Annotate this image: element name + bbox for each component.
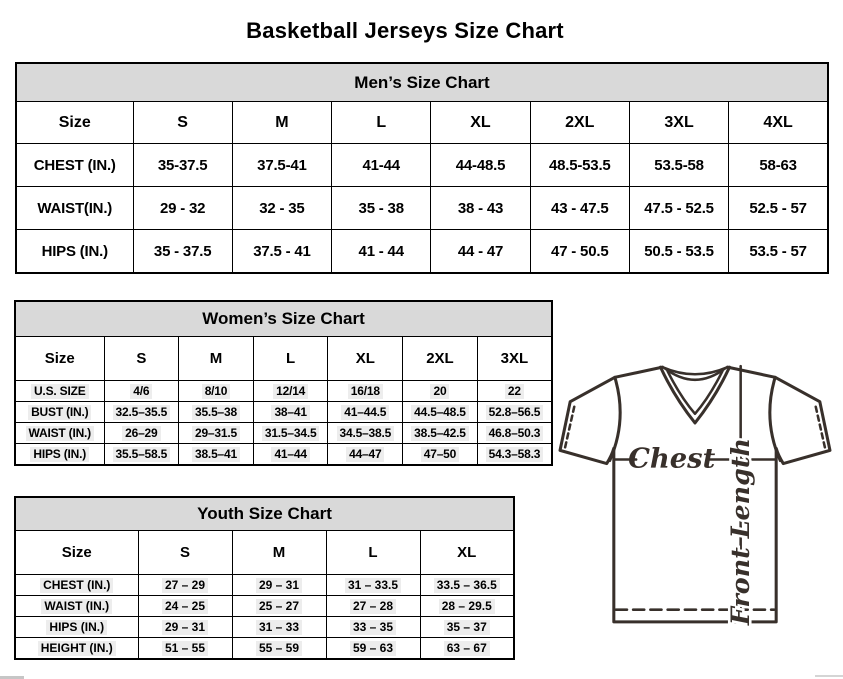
row-label-text: U.S. SIZE [31,384,89,399]
table-cell-text: 25 – 27 [256,599,302,614]
row-label [15,381,104,402]
column-header: 2XL [530,102,629,144]
womens-chart-title: Women’s Size Chart [15,301,552,337]
table-cell [729,144,828,187]
row-label [15,596,138,617]
table-cell [326,575,420,596]
table-cell-text: 35 – 37 [444,620,490,635]
table-cell [138,596,232,617]
row-label-text: CHEST (IN.) [33,156,116,174]
table-row [15,423,552,444]
table-cell [328,423,403,444]
table-cell [420,575,514,596]
table-cell-text: 50.5 - 53.5 [644,242,714,260]
table-cell [179,444,254,466]
table-cell-text: 52.5 - 57 [749,199,807,217]
table-cell-text: 24 – 25 [162,599,208,614]
table-row [15,402,552,423]
table-cell [138,638,232,660]
table-row [15,575,514,596]
table-cell-text: 44–47 [346,447,384,462]
table-row [16,144,828,187]
table-cell [431,144,530,187]
table-cell [133,187,232,230]
table-cell [629,187,728,230]
table-cell-text: 41–44 [271,447,309,462]
table-cell [530,187,629,230]
table-cell [420,617,514,638]
size-corner-header: Size [16,102,133,144]
row-label-text: WAIST(IN.) [37,199,113,217]
column-header: XL [420,531,514,575]
table-cell-text: 32.5–35.5 [113,405,171,420]
column-header: S [133,102,232,144]
column-header: 4XL [729,102,828,144]
jersey-outline [560,367,830,622]
table-cell-text: 51 – 55 [162,641,208,656]
row-label-text: HIPS (IN.) [30,447,89,462]
table-cell [403,381,478,402]
row-label [15,617,138,638]
table-cell-text: 16/18 [348,384,383,399]
table-cell [104,381,179,402]
table-cell [328,444,403,466]
column-header: 3XL [629,102,728,144]
row-label [15,575,138,596]
table-cell-text: 58-63 [759,156,797,174]
table-cell [729,230,828,274]
horizontal-scrollbar-fragment-right[interactable] [815,675,843,677]
table-cell-text: 31 – 33.5 [345,578,401,593]
row-label [16,144,133,187]
column-header: L [326,531,420,575]
table-cell-text: 35-37.5 [157,156,208,174]
table-cell [431,230,530,274]
table-cell-text: 28 – 29.5 [439,599,495,614]
table-cell-text: 48.5-53.5 [548,156,611,174]
table-cell [420,638,514,660]
table-cell [332,230,431,274]
table-cell-text: 22 [505,384,524,399]
table-cell [431,187,530,230]
table-cell-text: 27 – 28 [350,599,396,614]
column-header: 3XL [477,337,552,381]
table-cell-text: 34.5–38.5 [337,426,395,441]
youth-chart-title: Youth Size Chart [15,497,514,531]
table-cell-text: 31 – 33 [256,620,302,635]
table-cell-text: 29–31.5 [192,426,240,441]
table-cell [138,575,232,596]
table-cell [179,381,254,402]
column-header: M [232,531,326,575]
chest-label: Chest [628,442,716,475]
table-cell-text: 33.5 – 36.5 [434,578,500,593]
table-cell-text: 35.5–58.5 [113,447,171,462]
mens-size-table [15,62,829,274]
front-length-label: Front Length [724,437,755,626]
table-cell [253,381,328,402]
table-cell [477,402,552,423]
table-cell [332,187,431,230]
table-cell [104,444,179,466]
row-label-text: WAIST (IN.) [41,599,112,614]
youth-size-table [14,496,515,660]
table-row [15,444,552,466]
mens-chart-title: Men’s Size Chart [16,63,828,102]
size-corner-header: Size [15,337,104,381]
table-row [16,230,828,274]
table-cell-text: 38.5–42.5 [411,426,469,441]
table-cell-text: 44.5–48.5 [411,405,469,420]
row-label-text: CHEST (IN.) [40,578,113,593]
table-cell-text: 47–50 [421,447,459,462]
table-cell [403,402,478,423]
table-cell-text: 41–44.5 [341,405,389,420]
table-cell [477,444,552,466]
table-cell-text: 41 - 44 [358,242,404,260]
table-cell-text: 47.5 - 52.5 [644,199,714,217]
table-cell-text: 26–29 [122,426,160,441]
table-cell-text: 37.5-41 [257,156,307,174]
table-cell [403,423,478,444]
table-cell [729,187,828,230]
womens-size-table [14,300,553,466]
table-cell-text: 35.5–38 [192,405,240,420]
jersey-diagram [557,359,833,629]
table-cell-text: 47 - 50.5 [551,242,609,260]
table-cell-text: 46.8–50.3 [486,426,544,441]
table-cell-text: 44 - 47 [457,242,504,260]
column-header: S [104,337,179,381]
table-cell [328,402,403,423]
column-header: 2XL [403,337,478,381]
table-cell-text: 53.5-58 [654,156,704,174]
table-cell-text: 44-48.5 [455,156,506,174]
table-cell [133,144,232,187]
table-cell-text: 8/10 [202,384,231,399]
table-cell [179,423,254,444]
table-cell [477,423,552,444]
table-cell-text: 63 – 67 [444,641,490,656]
table-row [16,187,828,230]
row-label-text: WAIST (IN.) [26,426,94,441]
table-row [15,596,514,617]
table-row [15,381,552,402]
table-cell [629,230,728,274]
table-cell [104,423,179,444]
table-cell-text: 4/6 [130,384,152,399]
table-cell-text: 43 - 47.5 [551,199,609,217]
table-cell-text: 29 – 31 [162,620,208,635]
table-cell [232,638,326,660]
table-cell [403,444,478,466]
column-header: M [232,102,331,144]
column-header: XL [431,102,530,144]
table-cell [629,144,728,187]
table-cell-text: 33 – 35 [350,620,396,635]
table-cell-text: 32 - 35 [259,199,305,217]
row-label [16,187,133,230]
table-cell-text: 29 – 31 [256,578,302,593]
column-header: M [179,337,254,381]
table-row [15,617,514,638]
table-cell [253,402,328,423]
column-header: L [332,102,431,144]
row-label [15,638,138,660]
table-cell [326,638,420,660]
row-label [15,423,104,444]
table-cell-text: 12/14 [273,384,308,399]
page-title: Basketball Jerseys Size Chart [246,17,564,43]
table-cell [253,444,328,466]
table-cell [326,596,420,617]
size-corner-header: Size [15,531,138,575]
table-cell-text: 31.5–34.5 [262,426,320,441]
table-cell [530,230,629,274]
table-cell [232,575,326,596]
table-cell [179,402,254,423]
table-cell-text: 52.8–56.5 [486,405,544,420]
table-cell-text: 37.5 - 41 [253,242,311,260]
column-header: L [253,337,328,381]
column-header: S [138,531,232,575]
table-cell-text: 38 - 43 [457,199,504,217]
row-label [15,444,104,466]
table-cell-text: 35 - 38 [358,199,404,217]
table-cell-text: 29 - 32 [159,199,206,217]
table-cell [133,230,232,274]
table-cell [328,381,403,402]
row-label [16,230,133,274]
table-cell [232,187,331,230]
table-cell [477,381,552,402]
table-cell [232,596,326,617]
table-cell [232,144,331,187]
table-cell-text: 54.3–58.3 [486,447,544,462]
table-cell-text: 55 – 59 [256,641,302,656]
row-label-text: HEIGHT (IN.) [38,641,116,656]
table-cell [104,402,179,423]
table-cell-text: 41-44 [362,156,400,174]
row-label-text: HIPS (IN.) [41,242,108,260]
table-cell-text: 38.5–41 [192,447,240,462]
row-label-text: BUST (IN.) [28,405,91,420]
table-cell-text: 35 - 37.5 [153,242,212,260]
column-header: XL [328,337,403,381]
table-cell [253,423,328,444]
row-label [15,402,104,423]
row-label-text: HIPS (IN.) [46,620,107,635]
table-row [15,638,514,660]
table-cell [332,144,431,187]
table-cell-text: 20 [430,384,449,399]
table-cell [420,596,514,617]
table-cell [232,617,326,638]
table-cell-text: 53.5 - 57 [749,242,807,260]
table-cell [138,617,232,638]
table-cell [326,617,420,638]
table-cell-text: 27 – 29 [162,578,208,593]
table-cell-text: 59 – 63 [350,641,396,656]
table-cell [530,144,629,187]
table-cell-text: 38–41 [271,405,309,420]
table-cell [232,230,331,274]
